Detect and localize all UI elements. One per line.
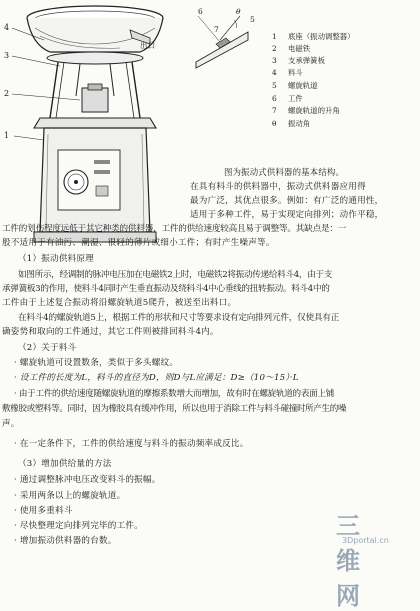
body-line: 般不适用于有油污、潮湿、很轻的薄片或细小工件；有时产生噪声等。 xyxy=(2,238,275,248)
callout-2: 2 xyxy=(4,89,10,98)
theta-label: θ xyxy=(236,7,241,16)
body-line: 在具有料斗的供料器中，振动式供料器应用得 xyxy=(190,182,366,192)
legend-text: 螺旋轨道 xyxy=(288,81,318,90)
body-line: 最为广泛，其优点很多。例如：有广泛的通用性， xyxy=(190,196,384,206)
watermark-brand: 三维网 xyxy=(336,512,361,610)
legend-text: 振动角 xyxy=(288,119,311,128)
legend-no: 7 xyxy=(272,106,277,115)
callout-5: 5 xyxy=(250,15,255,24)
outlet-label: 出口 xyxy=(140,41,156,50)
legend-no: 6 xyxy=(272,94,277,103)
section-heading: （3）增加供给量的方法 xyxy=(18,459,112,469)
legend-text: 电磁铁 xyxy=(288,44,311,53)
legend-item xyxy=(272,94,303,104)
body-line: 在料斗4的螺旋轨道5上，根据工件的形状和尺寸等要求设有定向排列元件，仅使具有正 xyxy=(18,313,340,323)
bullet-item: · 在一定条件下，工件的供给速度与料斗的振动频率成反比。 xyxy=(14,439,249,449)
legend-text: 螺旋轨道的升角 xyxy=(288,106,340,115)
legend-item xyxy=(272,106,340,116)
body-line: 确姿势和取向的工件通过，其它工件则被排回料斗4内。 xyxy=(2,327,219,337)
bullet-item: · 增加振动供料器的台数。 xyxy=(14,536,117,546)
section-heading: （1）振动供料原理 xyxy=(18,254,95,264)
callout-7: 7 xyxy=(214,25,219,34)
figure-caption: 图为振动式供料器的基本结构。 xyxy=(224,167,345,177)
legend-item xyxy=(272,44,310,54)
legend-text: 工件 xyxy=(288,94,303,103)
bullet-item: · 由于工件的供给速度随螺旋轨道的摩擦系数增大而增加，故有时在螺旋轨道的表面上铺 xyxy=(14,389,335,399)
bullet-item: · 尽快整理定向排列完毕的工件。 xyxy=(14,521,143,531)
callout-3: 3 xyxy=(4,51,10,60)
legend-no: 2 xyxy=(272,44,277,53)
legend-no: 1 xyxy=(272,32,277,41)
callout-1: 1 xyxy=(4,131,10,140)
body-line: 工件的划伤程度远低于其它种类的供料器，工件的供给速度较高且易于调整等。其缺点是：一 xyxy=(2,224,347,234)
legend-no: θ xyxy=(272,119,277,128)
watermark-url: 3Dportal.cn xyxy=(342,536,389,545)
helical-track-detail xyxy=(190,10,256,70)
legend-text: 料斗 xyxy=(288,68,303,77)
body-line: 承弹簧板3的作用，使料斗4同时产生垂直振动及绕料斗4中心垂线的扭转振动。料斗4中的 xyxy=(2,284,330,294)
bullet-item: · 通过调整脉冲电压改变料斗的振幅。 xyxy=(14,475,161,485)
section-heading: （2）关于料斗 xyxy=(18,343,77,353)
legend-item xyxy=(272,32,355,42)
body-line: 如图所示，经调制的脉冲电压加在电磁铁2上时，电磁铁2将振动传递给料斗4，由于支 xyxy=(18,270,333,280)
legend-no: 3 xyxy=(272,56,277,65)
legend-item xyxy=(272,56,325,66)
body-line: 适用于多种工件，易于实现定向排列；动作平稳， xyxy=(190,210,384,220)
legend-item xyxy=(272,119,310,129)
legend-no: 5 xyxy=(272,81,277,90)
body-line: 声。 xyxy=(2,419,20,429)
callout-4: 4 xyxy=(4,23,10,32)
bullet-item: · 采用两条以上的螺旋轨道。 xyxy=(14,491,126,501)
bullet-item: · 使用多重料斗 xyxy=(14,506,73,516)
legend-text: 底座（振动调整器） xyxy=(288,32,355,41)
legend-item xyxy=(272,68,303,78)
callout-6: 6 xyxy=(198,7,203,16)
legend-no: 4 xyxy=(272,68,277,77)
bullet-item: · 螺旋轨道可设置数条，类似于多头螺纹。 xyxy=(14,358,179,368)
body-line: 工件由于上述复合振动将沿螺旋轨道5爬升，被送至出料口。 xyxy=(2,298,237,308)
bullet-item: · 设工件的长度为L，料斗的直径为D，则D与L应满足：D≥（10～15）·L xyxy=(14,373,299,383)
body-line: 敷橡胶或塑料等。同时，因为橡胶具有缓冲作用，所以也用于消除工件与料斗碰撞时所产生的噪 xyxy=(2,404,347,414)
legend-item xyxy=(272,81,318,91)
legend-text: 支承弹簧板 xyxy=(288,56,325,65)
